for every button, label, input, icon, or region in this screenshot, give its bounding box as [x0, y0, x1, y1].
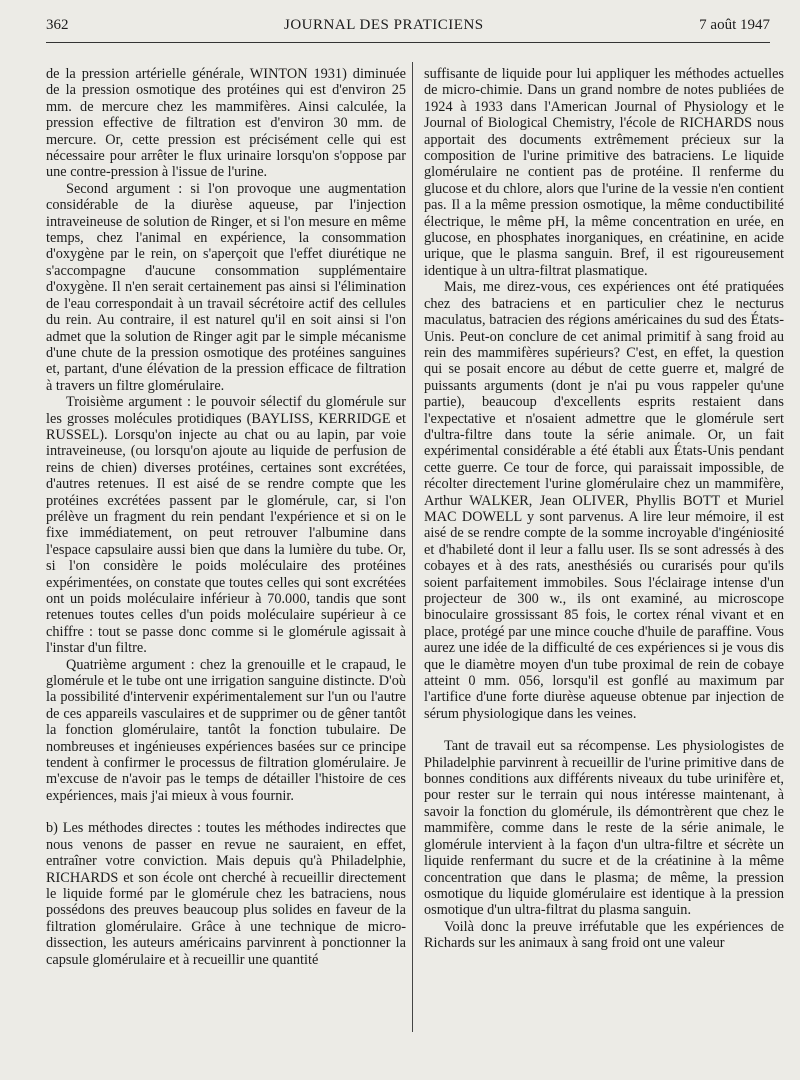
- paragraph: Mais, me direz-vous, ces expériences ont été pratiquées chez des batraciens et en particulier chez le necturus maculatus, batracien des régions américaines du sud des États-Unis. Peut-on conclure de cet animal primitif à sang froid au rein des mammifères supérieurs? C'est, en effet, la question qui se posait encore au début de cette guerre et, malgré de puissants arguments (dont je n'ai pu vous rappeler qu'une partie), beaucoup d'excellents esprits restaient dans l'expectative et n'osaient admettre que le glomérule sert d'ultra-filtre dans toute la série animale. Or, un fait expérimental considérable a été établi aux États-Unis pendant cette guerre. Ce tour de force, qui paraissait impossible, de récolter directement l'urine glomérulaire chez un mammifère, Arthur WALKER, Jean OLIVER, Phyllis BOTT et Muriel MAC DOWELL y sont parvenus. A lire leur mémoire, il est aisé de se rendre compte de la somme incroyable d'ingéniosité et d'habileté dont il leur a fallu user. Ils se sont adressés à des cobayes et à des rats, anesthésiés ou curarisés pour qu'ils soient parfaitement immobiles. Sous l'éclairage intense d'un projecteur de 300 w., ils ont examiné, au microscope binoculaire grossissant 85 fois, le cortex rénal vivant et en place, protégé par une mince couche d'huile de paraffine. Vous aurez une idée de la difficulté de ces expériences si je vous dis que le diamètre moyen d'un tube proximal de rein de cobaye atteint 0 mm. 056, lorsqu'il est gonflé au maximum par l'artifice d'une forte diurèse aqueuse obtenue par injection de sérum physiologique dans les veines.: [424, 279, 784, 722]
- running-header: [46, 17, 770, 39]
- paragraph: b) Les méthodes directes : toutes les méthodes indirectes que nous venons de passer en revue ne sauraient, en effet, entraîner votre conviction. Mais depuis qu'à Philadelphie, RICHARDS et son école ont cherché à recueillir directement le liquide formé par le glomérule chez les batraciens, nous possédons des preuves beaucoup plus solides en faveur de la filtration glomérulaire. Grâce à une technique de micro-dissection, les auteurs américains parvinrent à ponctionner la capsule glomérulaire et à recueillir une quantité: [46, 820, 406, 968]
- journal-title: JOURNAL DES PRATICIENS: [284, 17, 484, 33]
- left-column: [46, 66, 406, 968]
- paragraph: Tant de travail eut sa récompense. Les physiologistes de Philadelphie parvinrent à recueillir de l'urine primitive dans de bonnes conditions aux différents niveaux du tube urinifère et, pour rester sur le terrain qui nous intéresse maintenant, à savoir la fonction du glomérule, ils démontrèrent que chez le mammifère, comme dans le reste de la série animale, le glomérule intervient à la façon d'un ultra-filtre et sécrète un liquide renfermant du sucre et de la créatinine à la même concentration que dans le plasma; de même, la pression osmotique du liquide glomérulaire est identique à la pression osmotique d'un ultra-filtrat du plasma sanguin.: [424, 738, 784, 919]
- paragraph: Quatrième argument : chez la grenouille et le crapaud, le glomérule et le tube ont une irrigation sanguine distincte. D'où la possibilité d'intervenir expérimentalement sur l'un ou l'autre de ces appareils vasculaires et de supprimer ou de gêner tantôt la fonction glomérulaire, tantôt la fonction tubulaire. De nombreuses et ingénieuses expériences basées sur ce principe tendent à confirmer le processus de filtration glomérulaire. Je m'excuse de n'avoir pas le temps de détailler l'histoire de ces expériences, mais j'ai mieux à vous fournir.: [46, 656, 406, 804]
- paragraph: Second argument : si l'on provoque une augmentation considérable de la diurèse aqueuse, par l'injection intraveineuse de solution de Ringer, et si l'on mesure en même temps, chez l'animal en expérience, la consommation d'oxygène par le rein, on s'aperçoit que l'effet diurétique ne s'accompagne d'aucune consommation supplémentaire d'oxygène. Il n'en serait certainement pas ainsi si l'élimination de l'eau correspondait à un travail sécrétoire actif des cellules du rein. Au contraire, il est naturel qu'il en soit ainsi si l'on admet que la solution de Ringer agit par le simple mécanisme d'une chute de la pression osmotique des protéines sanguines et, partant, d'une élévation de la pression efficace de filtration à travers un filtre glomérulaire.: [46, 180, 406, 394]
- right-column: [424, 66, 784, 952]
- header-rule: [46, 42, 770, 43]
- page-number: 362: [46, 17, 69, 33]
- paragraph: Voilà donc la preuve irréfutable que les expériences de Richards sur les animaux à sang froid ont une valeur: [424, 918, 784, 952]
- paragraph: suffisante de liquide pour lui appliquer les méthodes actuelles de micro-chimie. Dans un grand nombre de notes publiées de 1924 à 1933 dans l'American Journal of Physiology et le Journal of Biological Chemistry, l'école de RICHARDS nous apportait des documents extrêmement précieux sur la composition de l'urine primitive des batraciens. Le liquide glomérulaire ne contient pas de protéine. Il renferme du glucose et du chlore, alors que l'urine de la vessie n'en contient pas. Il a la même pression osmotique, la même conductibilité électrique, le même pH, la même concentration en urée, en glucose, en phosphates inorganiques, en créatinine, en acide urique, que le plasma sanguin. Bref, il est rigoureusement identique à un ultra-filtrat plasmatique.: [424, 66, 784, 279]
- column-divider: [412, 62, 413, 1032]
- issue-date: 7 août 1947: [699, 17, 770, 33]
- paragraph: de la pression artérielle générale, WINTON 1931) diminuée de la pression osmotique des protéines qui est d'environ 25 mm. de mercure chez les mammifères. Ainsi calculée, la pression effective de filtration est d'environ 30 mm. de mercure. Or, cette pression est précisément celle qui est nécessaire pour arrêter le flux urinaire lorsqu'on s'oppose par une contre-pression à l'issue de l'urine.: [46, 66, 406, 181]
- paragraph: Troisième argument : le pouvoir sélectif du glomérule sur les grosses molécules protidiques (BAYLISS, KERRIDGE et RUSSEL). Lorsqu'on injecte au chat ou au lapin, par voie intraveineuse, (ou lorsqu'on ajoute au liquide de perfusion de reins de chien) diverses protéines, certaines sont excrétées, d'autres retenues. Il est aisé de se rendre compte que les protéines excrétées passent par le glomérule, car, si l'on prélève un fragment du rein pendant l'expérience et si on le fixe immédiatement, on peut retrouver l'albumine dans l'espace capsulaire aussi bien que dans la lumière du tube. Or, si l'on considère le poids moléculaire des protéines expérimentées, on constate que toutes celles qui sont excrétées ont un poids moléculaire inférieur à 70.000, tandis que sont retenues toutes celles d'un poids moléculaire supérieur à ce chiffre : tout se passe donc comme si le glomérule agissait à l'instar d'un filtre.: [46, 394, 406, 657]
